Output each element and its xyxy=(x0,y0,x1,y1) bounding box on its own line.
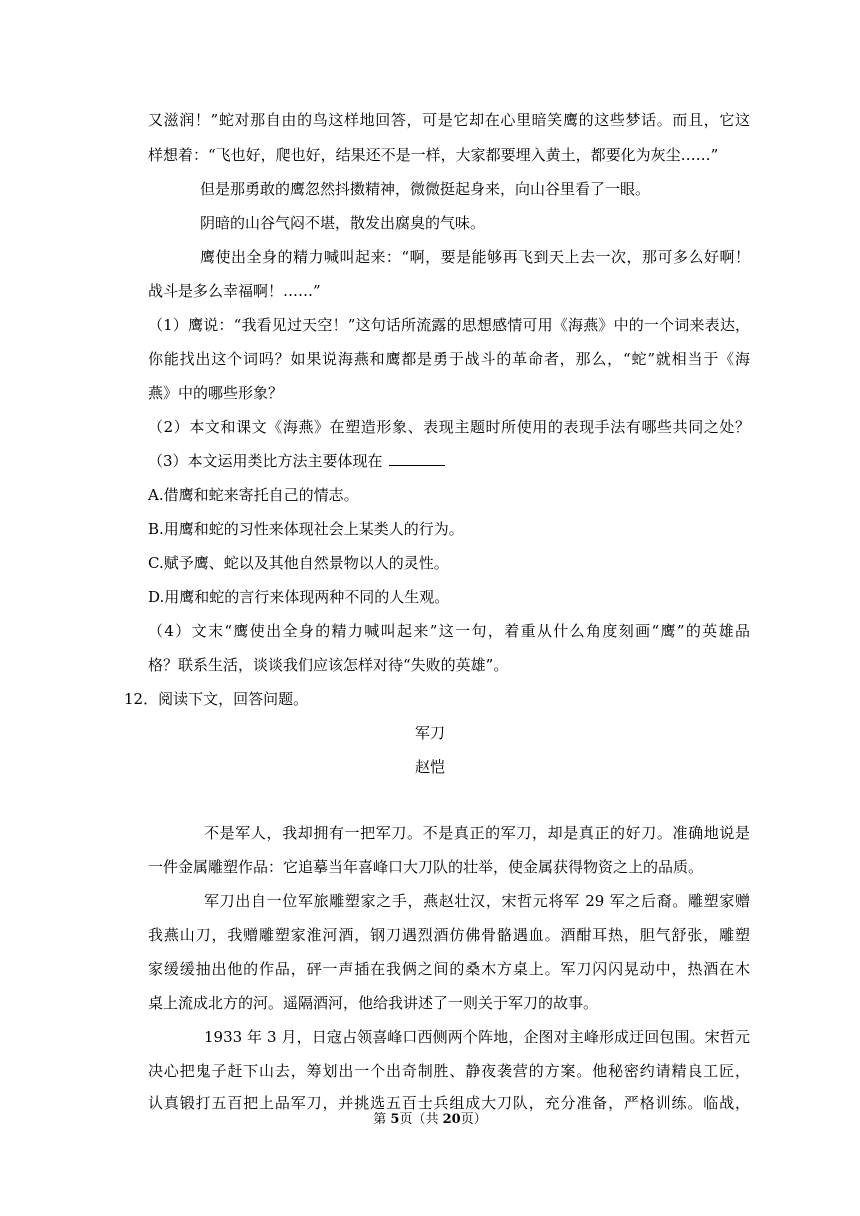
footer-pre: 第 xyxy=(373,1112,391,1127)
article-line: 家缓缓抽出他的作品，砰一声插在我俩之间的桑木方桌上。军刀闪闪晃动中，热酒在木 xyxy=(148,960,750,978)
article-line: 我燕山刀，我赠雕塑家淮河酒，钢刀遇烈酒仿佛骨骼遇血。酒酣耳热，胆气舒张，雕塑 xyxy=(148,926,750,944)
passage-line: 又滋润！”蛇对那自由的鸟这样地回答，可是它却在心里暗笑鹰的这些梦话。而且，它这 xyxy=(148,111,750,129)
question-1-line: 燕》中的哪些形象？ xyxy=(148,384,284,402)
option-a: A.借鹰和蛇来寄托自己的情志。 xyxy=(148,486,359,504)
question-1-line: 你能找出这个词吗？如果说海燕和鹰都是勇于战斗的革命者，那么，“蛇”就相当于《海 xyxy=(148,350,750,368)
footer-mid: 页（共 xyxy=(399,1112,443,1127)
option-c: C.赋予鹰、蛇以及其他自然景物以人的灵性。 xyxy=(148,554,449,572)
question-4-line: 格？联系生活，谈谈我们应该怎样对待“失败的英雄”。 xyxy=(148,656,509,674)
option-b: B.用鹰和蛇的习性来体现社会上某类人的行为。 xyxy=(148,520,464,538)
article-paragraph: 不是军人，我却拥有一把军刀。不是真正的军刀，却是真正的好刀。准确地说是 xyxy=(204,824,750,842)
passage-line: 战斗是多么幸福啊！……” xyxy=(148,282,321,300)
passage-paragraph: 阴暗的山谷气闷不堪，散发出腐臭的气味。 xyxy=(200,214,486,232)
article-author: 赵恺 xyxy=(414,758,445,776)
answer-blank xyxy=(389,451,445,466)
article-line: 一件金属雕塑作品：它追摹当年喜峰口大刀队的壮举，使金属获得物资之上的品质。 xyxy=(148,858,704,876)
question-3-text: （3）本文运用类比方法主要体现在 xyxy=(148,452,383,470)
passage-paragraph: 但是那勇敢的鹰忽然抖擞精神，微微挺起身来，向山谷里看了一眼。 xyxy=(200,180,651,198)
article-paragraph: 军刀出自一位军旅雕塑家之手，燕赵壮汉，宋哲元将军 29 军之后裔。雕塑家赠 xyxy=(204,892,750,910)
question-1: （1）鹰说：“我看见过天空！”这句话所流露的思想感情可用《海燕》中的一个词来表达， xyxy=(148,316,750,334)
article-line: 认真锻打五百把上品军刀，并挑选五百士兵组成大刀队，充分准备，严格训练。临战， xyxy=(148,1094,750,1112)
article-title: 军刀 xyxy=(414,724,445,742)
question-12-heading: 12．阅读下文，回答问题。 xyxy=(124,690,309,708)
page-footer xyxy=(0,1111,860,1129)
option-d: D.用鹰和蛇的言行来体现两种不同的人生观。 xyxy=(148,588,450,606)
question-4: （4）文末“鹰使出全身的精力喊叫起来”这一句，着重从什么角度刻画“鹰”的英雄品 xyxy=(148,622,750,640)
question-2: （2）本文和课文《海燕》在塑造形象、表现主题时所使用的表现手法有哪些共同之处？ xyxy=(148,418,750,436)
footer-post: 页） xyxy=(460,1112,487,1127)
article-paragraph: 1933 年 3 月，日寇占领喜峰口西侧两个阵地，企图对主峰形成迂回包围。宋哲元 xyxy=(204,1028,750,1046)
article-line: 桌上流成北方的河。遥隔酒河，他给我讲述了一则关于军刀的故事。 xyxy=(148,994,599,1012)
current-page-number: 5 xyxy=(390,1112,400,1127)
article-line: 决心把鬼子赶下山去，筹划出一个出奇制胜、静夜袭营的方案。他秘密约请精良工匠， xyxy=(148,1062,750,1080)
question-3 xyxy=(148,449,750,473)
passage-line: 样想着：“飞也好，爬也好，结果还不是一样，大家都要埋入黄土，都要化为灰尘……” xyxy=(148,146,719,164)
total-page-count: 20 xyxy=(442,1112,461,1127)
passage-paragraph: 鹰使出全身的精力喊叫起来：“啊，要是能够再飞到天上去一次，那可多么好啊！ xyxy=(200,248,750,266)
